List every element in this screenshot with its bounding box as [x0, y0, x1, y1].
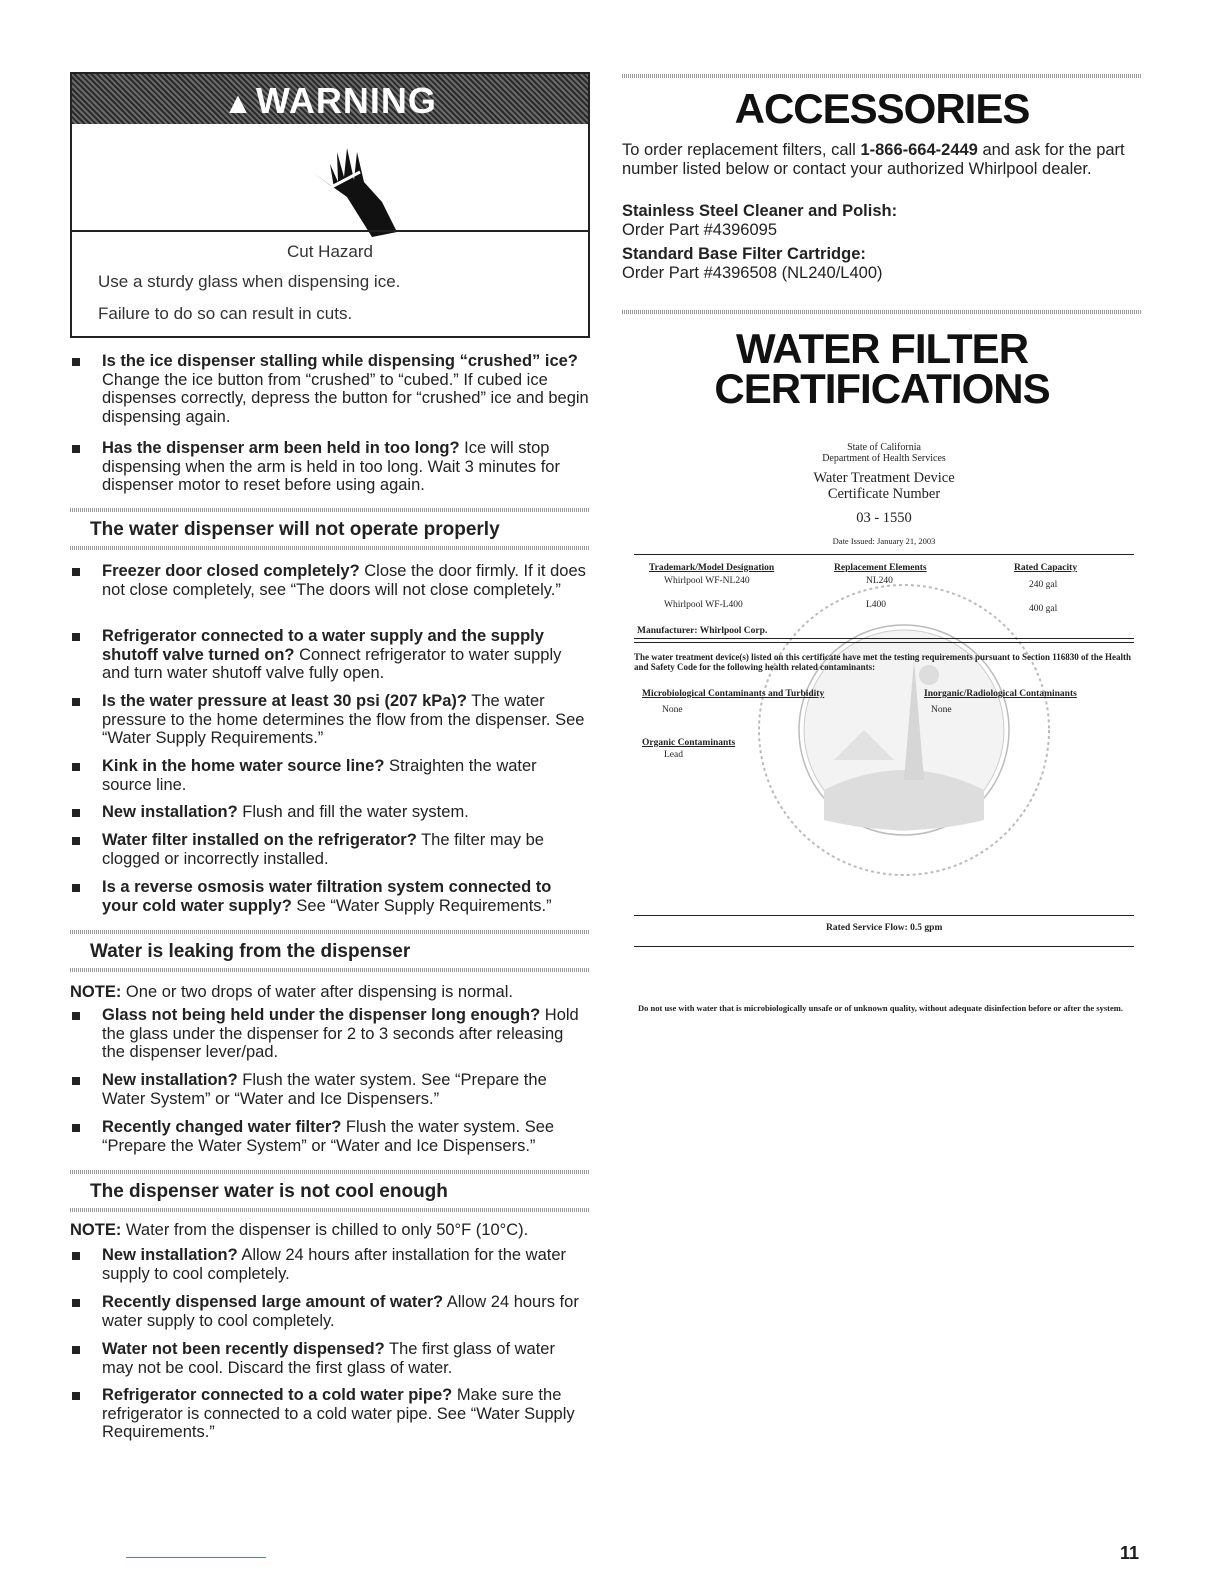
table-cell: 400 gal — [1029, 604, 1058, 614]
warning-box — [70, 72, 590, 338]
phone-number: 1-866-664-2449 — [860, 141, 978, 159]
accessory-item: Standard Base Filter Cartridge: Order Part #4396508 (NL240/L400) — [622, 245, 883, 282]
cert-label: Certificate Number — [827, 486, 941, 502]
note: NOTE: One or two drops of water after dispensing is normal. — [70, 983, 513, 1001]
list-item: Water filter installed on the refrigerator? The filter may be clogged or incorrectly installed. — [70, 831, 590, 868]
table-cell: Whirlpool WF-L400 — [664, 600, 743, 610]
rated-flow: Rated Service Flow: 0.5 gpm — [826, 923, 943, 933]
footer-line — [126, 1557, 266, 1558]
table-cell: NL240 — [866, 576, 893, 586]
list-item: Refrigerator connected to a water supply and the supply shutoff valve turned on? Connect refrigerator to water supply and turn water shutoff valve fully open. — [70, 627, 590, 683]
col-header: Rated Capacity — [1014, 563, 1078, 573]
section-heading: Water is leaking from the dispenser — [70, 930, 590, 972]
list-item: Has the dispenser arm been held in too long? Ice will stop dispensing when the arm is held in too long. Wait 3 minutes for dispenser motor to reset before using again. — [70, 439, 590, 495]
hazard-label: Cut Hazard — [287, 242, 373, 261]
warning-line-2: Failure to do so can result in cuts. — [98, 304, 353, 323]
cert-statement: The water treatment device(s) listed on this certificate have met the testing requirements pursuant to Section 116830 of the Health and Safety Code for the following health related contaminants: — [634, 652, 1132, 672]
accessories-intro: To order replacement filters, call 1-866-664-2449 and ask for the part number listed below or contact your authorized Whirlpool dealer. — [622, 141, 1125, 178]
list-item: Water not been recently dispensed? The first glass of water may not be cool. Discard the first glass of water. — [70, 1340, 590, 1377]
list-item: Is the water pressure at least 30 psi (207 kPa)? The water pressure to the home determines the flow from the dispenser. See “Water Supply Requirements.” — [70, 692, 590, 748]
list-item: Kink in the home water source line? Straighten the water source line. — [70, 757, 590, 794]
warning-title: WARNING — [255, 80, 437, 121]
contaminant-value: Lead — [664, 750, 683, 760]
accessories-title: ACCESSORIES — [734, 85, 1030, 132]
list-item: Recently changed water filter? Flush the water system. See “Prepare the Water System” or “Water and Ice Dispensers.” — [70, 1118, 590, 1155]
list-item: Glass not being held under the dispenser long enough? Hold the glass under the dispenser for 2 to 3 seconds after releasing the dispenser lever/pad. — [70, 1006, 590, 1062]
divider — [622, 74, 1142, 78]
manufacturer: Manufacturer: Whirlpool Corp. — [637, 626, 768, 636]
table-cell: L400 — [866, 600, 887, 610]
list-item: New installation? Flush the water system. See “Prepare the Water System” or “Water and Ice Dispensers.” — [70, 1071, 590, 1108]
list-item: New installation? Flush and fill the water system. — [70, 803, 590, 822]
certifications-title-1: WATER FILTER — [735, 325, 1029, 372]
warning-banner — [72, 74, 588, 124]
california-seal-icon — [754, 580, 1054, 880]
cert-number: 03 - 1550 — [856, 510, 912, 526]
cert-disclaimer: Do not use with water that is microbiologically unsafe or of unknown quality, without adequate disinfection before or after the system. — [638, 1003, 1123, 1013]
list-item: New installation? Allow 24 hours after installation for the water supply to cool completely. — [70, 1246, 590, 1283]
table-cell: Whirlpool WF-NL240 — [664, 576, 750, 586]
divider — [622, 310, 1142, 314]
list-item: Is the ice dispenser stalling while dispensing “crushed” ice? Change the ice button from “crushed” to “cubed.” If cubed ice dispenses correctly, depress the button for “crushed” ice and begin dispensing again. — [70, 352, 590, 426]
list-item: Recently dispensed large amount of water? Allow 24 hours for water supply to cool completely. — [70, 1293, 590, 1330]
hand-cut-icon — [302, 142, 412, 242]
accessory-item: Stainless Steel Cleaner and Polish: Order Part #4396095 — [622, 202, 898, 239]
warning-triangle-icon: ▲ — [223, 87, 254, 120]
col-header: Trademark/Model Designation — [649, 563, 775, 573]
page-number: 11 — [1120, 1543, 1140, 1563]
certifications-title-2: CERTIFICATIONS — [714, 365, 1050, 412]
col-header: Replacement Elements — [834, 563, 927, 573]
note: NOTE: Water from the dispenser is chilled to only 50°F (10°C). — [70, 1221, 529, 1239]
contaminant-header: Microbiological Contaminants and Turbidity — [642, 689, 825, 699]
list-item: Refrigerator connected to a cold water pipe? Make sure the refrigerator is connected to a cold water pipe. See “Water Supply Requirements.” — [70, 1386, 590, 1442]
cert-state: State of California — [847, 442, 921, 453]
section-heading: The dispenser water is not cool enough — [70, 1170, 590, 1212]
contaminant-header: Inorganic/Radiological Contaminants — [924, 689, 1077, 699]
contaminant-value: None — [931, 705, 952, 715]
list-item: Is a reverse osmosis water filtration system connected to your cold water supply? See “Water Supply Requirements.” — [70, 878, 590, 915]
contaminant-value: None — [662, 705, 683, 715]
cert-date: Date Issued: January 21, 2003 — [832, 536, 936, 546]
certificate — [634, 430, 1134, 1030]
contaminant-header: Organic Contaminants — [642, 738, 736, 748]
cert-device: Water Treatment Device — [813, 470, 955, 486]
warning-line-1: Use a sturdy glass when dispensing ice. — [98, 272, 401, 291]
list-item: Freezer door closed completely? Close the door firmly. If it does not close completely, see “The doors will not close completely.” — [70, 562, 590, 599]
section-heading: The water dispenser will not operate properly — [70, 508, 590, 550]
table-cell: 240 gal — [1029, 580, 1058, 590]
cert-dept: Department of Health Services — [822, 453, 946, 464]
